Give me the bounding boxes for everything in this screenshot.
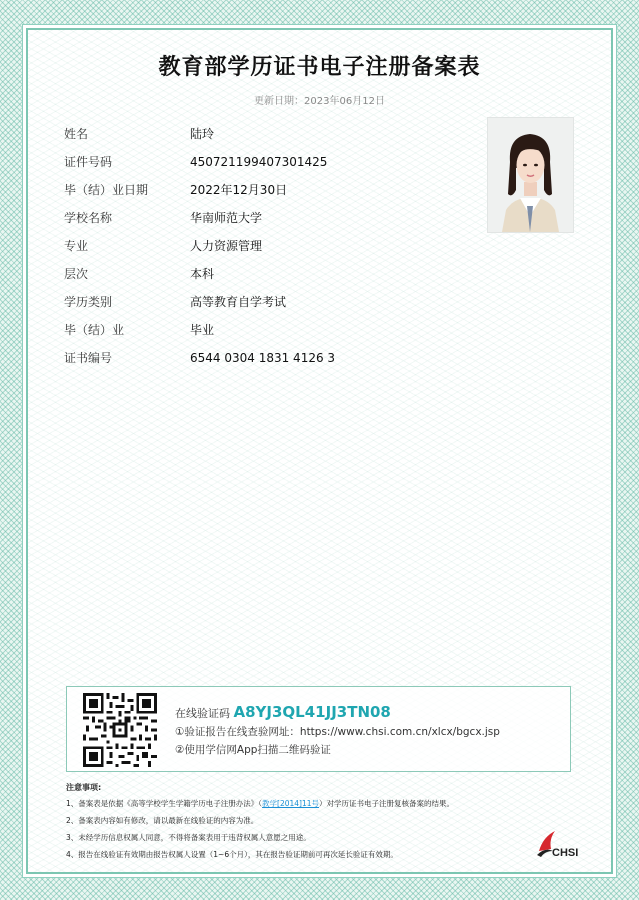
field-value: 华南师范大学 — [190, 211, 263, 225]
field-value: 人力资源管理 — [190, 239, 263, 253]
verification-code: A8YJ3QL41JJ3TN08 — [233, 703, 391, 721]
document-title: 教育部学历证书电子注册备案表 — [158, 55, 481, 80]
verification-code-line — [175, 703, 500, 721]
field-label: 学校名称 — [64, 211, 113, 225]
update-date: 更新日期：2023年06月12日 — [254, 96, 385, 107]
field-value: 6544 0304 1831 4126 3 — [190, 351, 336, 365]
field-label: 学历类别 — [64, 295, 113, 309]
field-value: 陆玲 — [190, 127, 215, 141]
field-value: 高等教育自学考试 — [190, 295, 287, 309]
verification-panel — [66, 686, 571, 772]
field-label: 证件号码 — [64, 155, 113, 169]
note-item: 4、报告在线验证有效期由报告权属人设置（1~6个月），其在报告验证期前可再次延长验证有效期。 — [66, 850, 398, 859]
regulation-link[interactable]: 教学[2014]11号 — [262, 799, 320, 808]
note-text: ）对学历证书电子注册复核备案的结果。 — [319, 799, 455, 808]
field-label: 专业 — [64, 239, 89, 253]
qr-code-icon[interactable] — [83, 693, 157, 767]
field-value: 450721199407301425 — [190, 155, 328, 169]
verification-url-line: ①验证报告在线查验网址：https://www.chsi.com.cn/xlcx/bgcx.jsp — [175, 726, 500, 738]
field-label: 姓名 — [64, 127, 89, 141]
note-item: 2、备案表内容如有修改，请以最新在线验证的内容为准。 — [66, 816, 259, 825]
verification-text — [175, 703, 500, 757]
notes-section — [66, 782, 536, 866]
field-label: 证书编号 — [64, 351, 113, 365]
note-item — [66, 798, 536, 809]
note-text: 1、备案表是依据《高等学校学生学籍学历电子注册办法》（ — [66, 799, 263, 808]
field-value: 本科 — [190, 267, 215, 281]
field-value: 2022年12月30日 — [190, 183, 288, 197]
field-label: 层次 — [64, 267, 89, 281]
verification-app-line: ②使用学信网App扫描二维码验证 — [175, 744, 331, 756]
verification-code-label: 在线验证码 — [175, 707, 230, 720]
chsi-logo-text: CHSI — [552, 847, 579, 859]
note-item: 3、未经学历信息权属人同意，不得将备案表用于违背权属人意愿之用途。 — [66, 833, 311, 842]
field-label: 毕（结）业日期 — [64, 183, 149, 197]
id-photo — [487, 117, 574, 233]
notes-heading: 注意事项: — [66, 783, 102, 792]
field-label: 毕（结）业 — [64, 323, 125, 337]
field-value: 毕业 — [190, 323, 215, 337]
